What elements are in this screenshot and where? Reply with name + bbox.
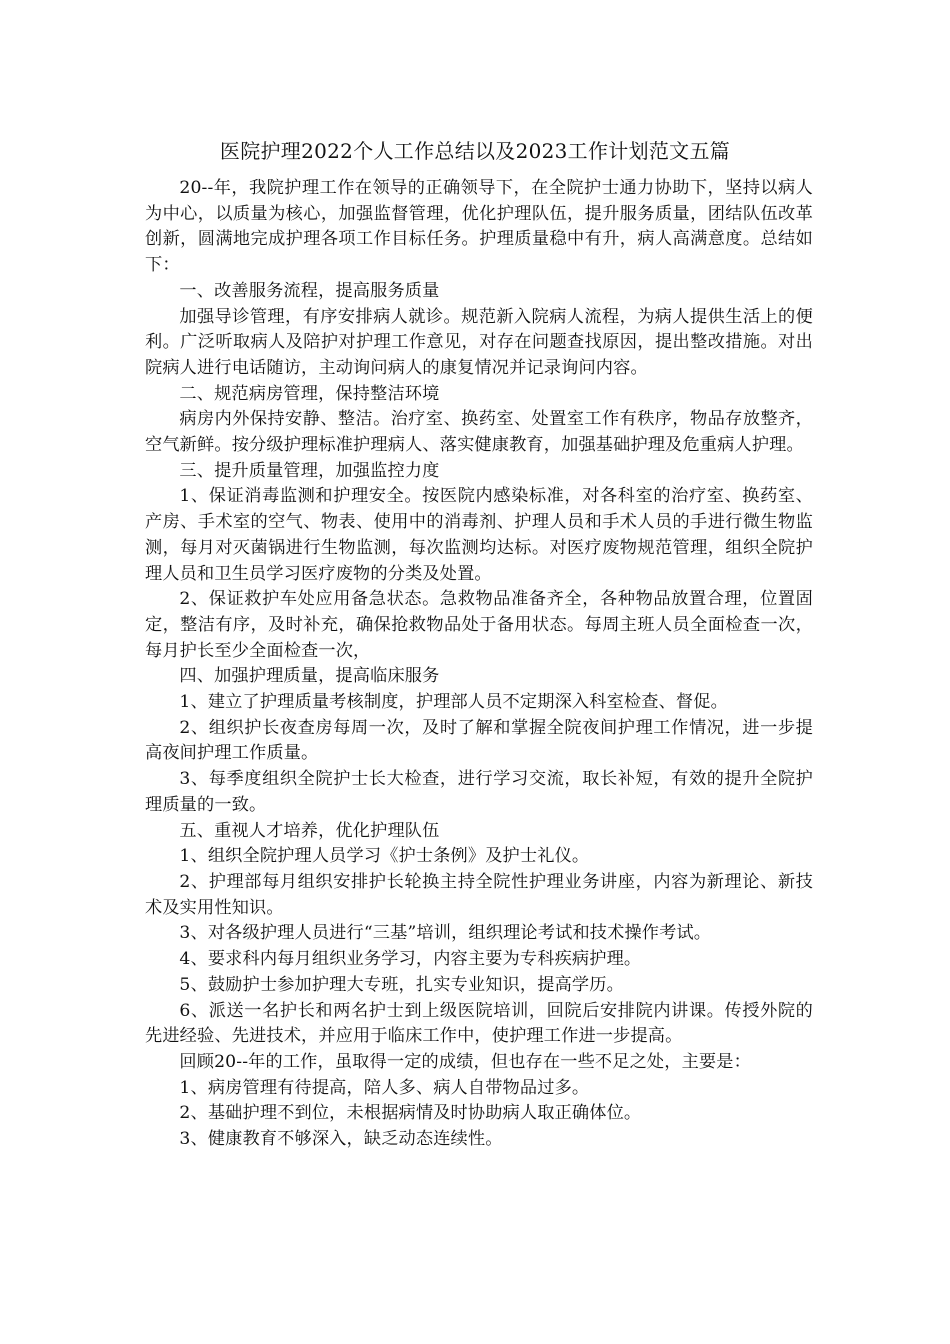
list-item: 3、每季度组织全院护士长大检查，进行学习交流，取长补短，有效的提升全院护理质量的一致。 bbox=[145, 769, 813, 815]
section-heading: 二、规范病房管理，保持整洁环境 bbox=[179, 383, 440, 404]
list-item: 3、对各级护理人员进行“三基”培训，组织理论考试和技术操作考试。 bbox=[179, 923, 712, 944]
section-heading: 五、重视人才培养，优化护理队伍 bbox=[179, 820, 440, 841]
document-body bbox=[145, 176, 813, 1153]
list-item: 5、鼓励护士参加护理大专班，扎实专业知识，提高学历。 bbox=[179, 974, 624, 995]
list-item: 6、派送一名护长和两名护士到上级医院培训，回院后安排院内讲课。传授外院的先进经验、先进技术，并应用于临床工作中，使护理工作进一步提高。 bbox=[145, 1000, 813, 1047]
document-title: 医院护理2022个人工作总结以及2023工作计划范文五篇 bbox=[219, 139, 731, 163]
list-item: 4、要求科内每月组织业务学习，内容主要为专科疾病护理。 bbox=[179, 949, 642, 970]
list-item: 2、基础护理不到位，未根据病情及时协助病人取正确体位。 bbox=[179, 1103, 642, 1124]
paragraph: 20--年，我院护理工作在领导的正确领导下，在全院护士通力协助下，坚持以病人为中心，以质量为核心，加强监督管理，优化护理队伍，提升服务质量，团结队伍改革创新，圆满地完成护理各项工作目标任务。护理质量稳中有升，病人高满意度。总结如下： bbox=[145, 178, 813, 276]
list-item: 2、护理部每月组织安排护长轮换主持全院性护理业务讲座，内容为新理论、新技术及实用性知识。 bbox=[145, 871, 813, 918]
list-item: 2、组织护长夜查房每周一次，及时了解和掌握全院夜间护理工作情况，进一步提高夜间护理工作质量。 bbox=[145, 717, 813, 764]
list-item: 3、健康教育不够深入，缺乏动态连续性。 bbox=[179, 1129, 503, 1150]
paragraph: 加强导诊管理，有序安排病人就诊。规范新入院病人流程，为病人提供生活上的便利。广泛听取病人及陪护对护理工作意见，对存在问题查找原因，提出整改措施。对出院病人进行电话随访，主动询问病人的康复情况并记录询问内容。 bbox=[145, 306, 813, 378]
list-item: 1、病房管理有待提高，陪人多、病人自带物品过多。 bbox=[179, 1077, 590, 1098]
section-heading: 四、加强护理质量，提高临床服务 bbox=[179, 666, 440, 687]
list-item: 1、保证消毒监测和护理安全。按医院内感染标准，对各科室的治疗室、换药室、产房、手术室的空气、物表、使用中的消毒剂、护理人员和手术人员的手进行微生物监测，每月对灭菌锅进行生物监测，每次监测均达标。对医疗废物规范管理，组织全院护理人员和卫生员学习医疗废物的分类及处置。 bbox=[145, 486, 813, 584]
list-item: 1、组织全院护理人员学习《护士条例》及护士礼仪。 bbox=[179, 846, 590, 867]
list-item: 1、建立了护理质量考核制度，护理部人员不定期深入科室检查、督促。 bbox=[179, 692, 728, 713]
section-heading: 一、改善服务流程，提高服务质量 bbox=[179, 280, 440, 301]
paragraph: 病房内外保持安静、整洁。治疗室、换药室、处置室工作有秩序，物品存放整齐，空气新鲜。按分级护理标准护理病人、落实健康教育，加强基础护理及危重病人护理。 bbox=[145, 409, 813, 456]
paragraph: 回顾20--年的工作，虽取得一定的成绩，但也存在一些不足之处，主要是： bbox=[179, 1051, 751, 1072]
list-item: 2、保证救护车处应用备急状态。急救物品准备齐全，各种物品放置合理，位置固定，整洁有序，及时补充，确保抢救物品处于备用状态。每周主班人员全面检查一次，每月护长至少全面检查一次， bbox=[145, 589, 813, 661]
section-heading: 三、提升质量管理，加强监控力度 bbox=[179, 460, 440, 481]
